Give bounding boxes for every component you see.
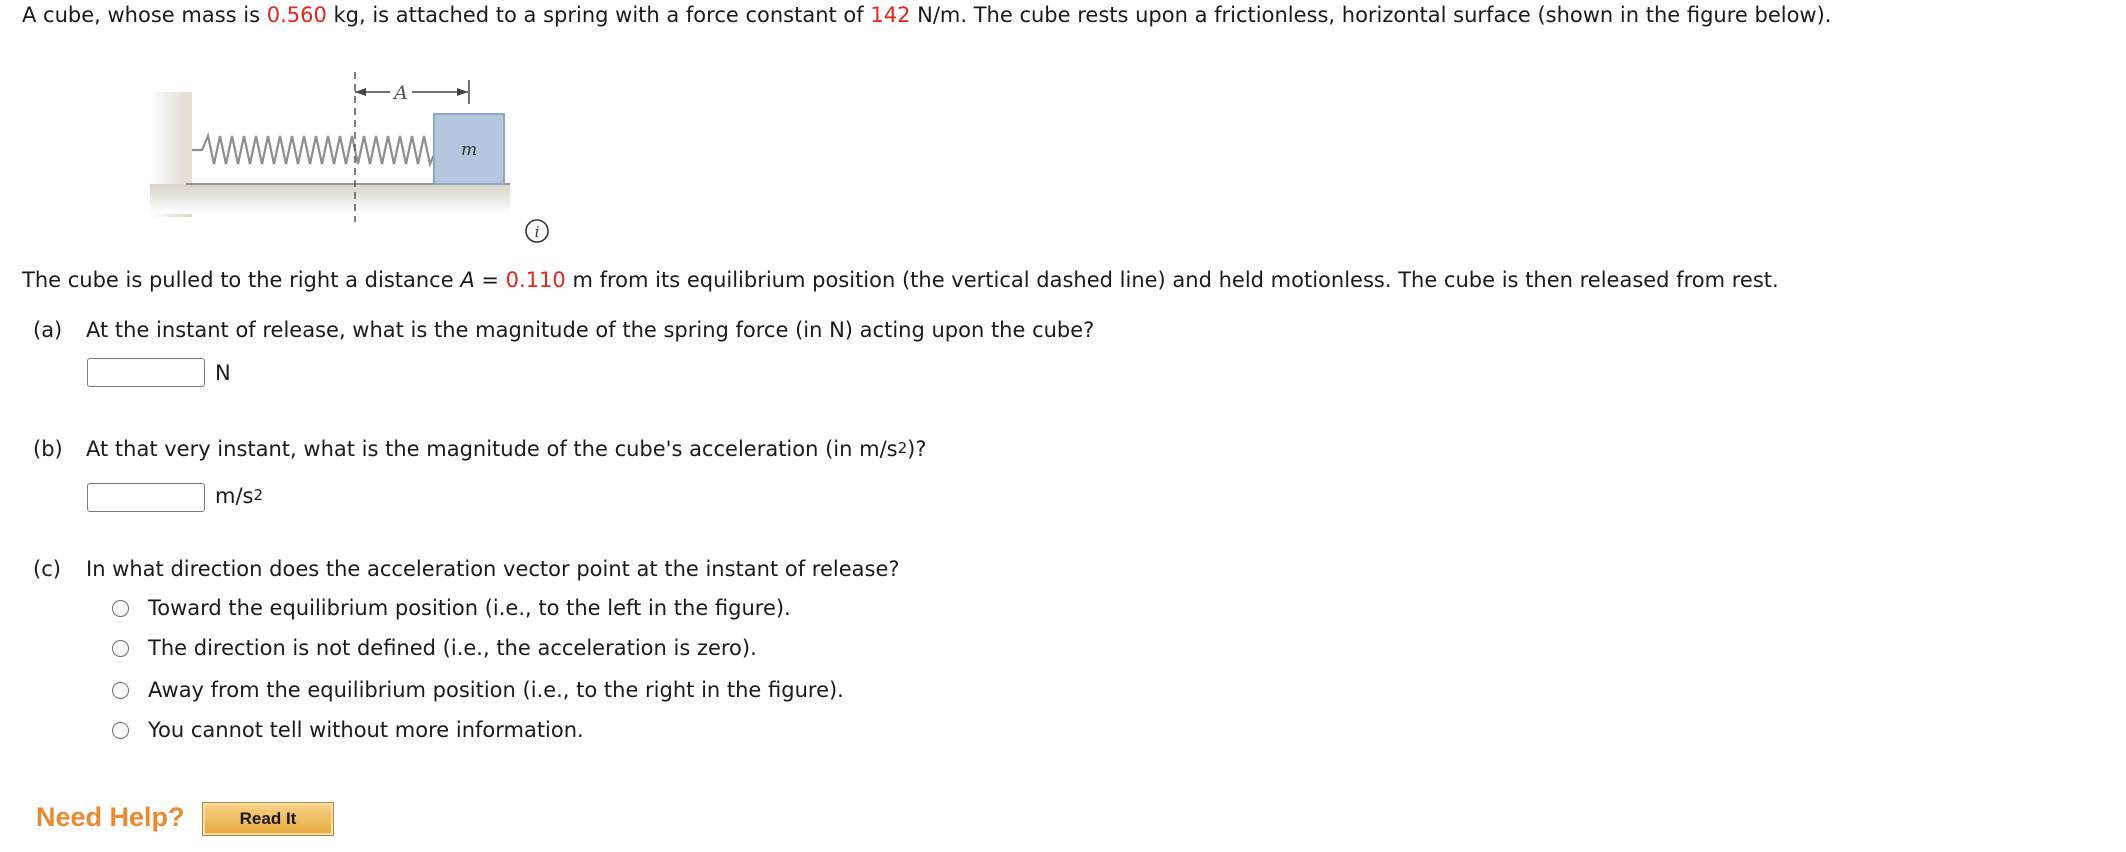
intro-text-1: A cube, whose mass is xyxy=(22,3,267,27)
radio-button[interactable] xyxy=(112,640,129,657)
amplitude-variable: A xyxy=(460,268,475,292)
part-c-question: In what direction does the acceleration vector point at the instant of release? xyxy=(86,557,900,581)
part-b-unit xyxy=(215,484,263,508)
part-c-label: (c) xyxy=(33,557,61,581)
radio-button[interactable] xyxy=(112,722,129,739)
need-help-label: Need Help? xyxy=(36,802,185,832)
part-c-option-1[interactable] xyxy=(112,596,791,620)
radio-button[interactable] xyxy=(112,682,129,699)
spring-mass-diagram xyxy=(150,62,580,242)
intro-text-3: N/m. The cube rests upon a frictionless, horizontal surface (shown in the figure below). xyxy=(910,3,1832,27)
setup-text-1: The cube is pulled to the right a distance xyxy=(22,268,461,292)
read-it-button[interactable]: Read It xyxy=(202,802,334,836)
setup-text-2: = xyxy=(474,268,506,292)
floor xyxy=(150,184,510,214)
radio-button[interactable] xyxy=(112,600,129,617)
info-icon[interactable] xyxy=(524,218,550,244)
spring xyxy=(192,136,442,164)
setup-text-3: m from its equilibrium position (the vertical dashed line) and held motionless. The cube is then released from rest. xyxy=(565,268,1779,292)
part-a-question: At the instant of release, what is the magnitude of the spring force (in N) acting upon the cube? xyxy=(86,318,1095,342)
intro-text-2: kg, is attached to a spring with a force constant of xyxy=(326,3,871,27)
part-c-option-2[interactable] xyxy=(112,636,757,660)
part-b-question xyxy=(86,437,926,461)
mass-label: m xyxy=(460,140,478,160)
part-b-unit-base: m/s xyxy=(215,484,254,508)
problem-setup xyxy=(22,268,1779,292)
amplitude-value: 0.110 xyxy=(505,268,566,292)
part-c-option-3[interactable] xyxy=(112,678,844,702)
mass-value: 0.560 xyxy=(266,3,327,27)
part-b-unit-exponent: 2 xyxy=(253,486,264,504)
option-label: Away from the equilibrium position (i.e., to the right in the figure). xyxy=(148,678,844,702)
part-b-question-text: At that very instant, what is the magnitude of the cube's acceleration (in m/s xyxy=(86,437,898,461)
problem-intro xyxy=(22,3,1831,27)
part-a-answer-input[interactable] xyxy=(87,358,205,387)
spring-constant-value: 142 xyxy=(870,3,911,27)
part-b-question-end: )? xyxy=(907,437,927,461)
amplitude-arrowhead-left xyxy=(355,88,366,96)
option-label: You cannot tell without more information. xyxy=(148,718,584,742)
svg-text:i: i xyxy=(534,223,540,241)
amplitude-label: A xyxy=(394,82,408,104)
amplitude-arrowhead-right xyxy=(457,88,468,96)
part-c-option-4[interactable] xyxy=(112,718,584,742)
option-label: The direction is not defined (i.e., the acceleration is zero). xyxy=(148,636,757,660)
part-b-question-exponent: 2 xyxy=(897,439,908,457)
part-a-unit: N xyxy=(215,361,231,385)
part-b-answer-input[interactable] xyxy=(87,483,205,512)
part-a-label: (a) xyxy=(33,318,63,342)
option-label: Toward the equilibrium position (i.e., to the left in the figure). xyxy=(148,596,791,620)
part-b-label: (b) xyxy=(33,437,63,461)
spring-mass-figure xyxy=(150,62,580,242)
